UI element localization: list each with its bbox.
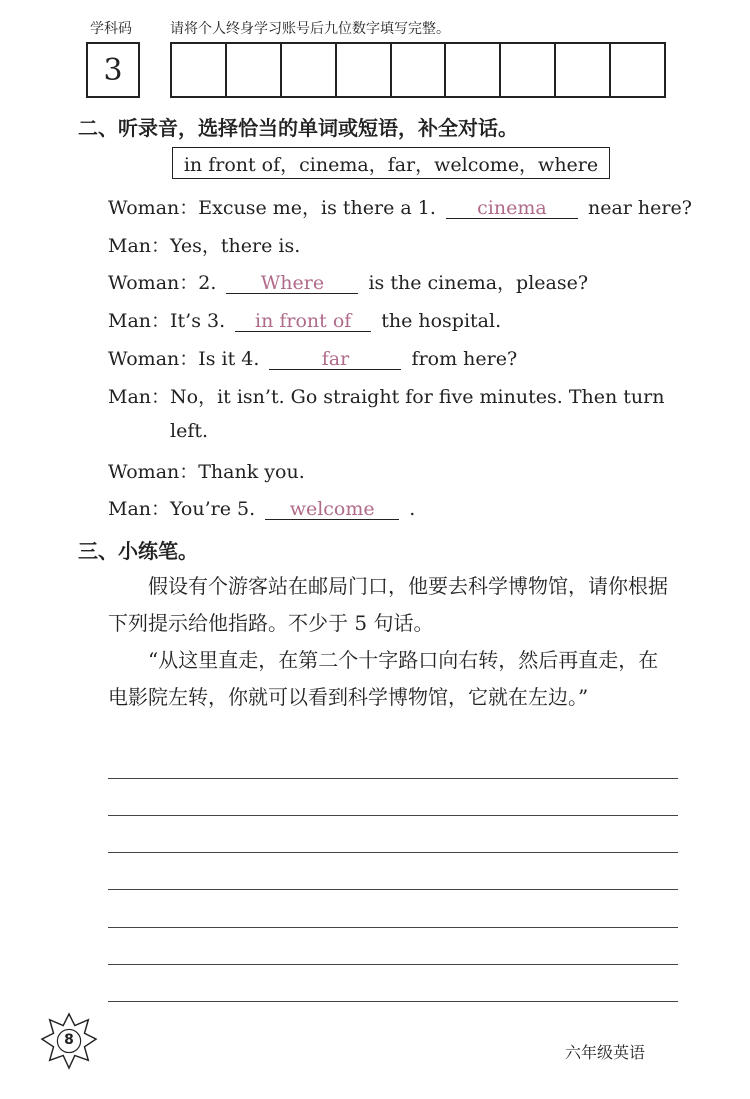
section-3-heading: 三、小练笔。 [78, 539, 198, 563]
dialogue-line-2 [108, 231, 300, 258]
dialogue-line-1 [108, 193, 692, 220]
answer-blank-3[interactable]: in front of [235, 311, 371, 332]
dialogue-line-5 [108, 344, 517, 371]
line-text: left. [170, 420, 209, 442]
writing-line-7[interactable] [108, 1001, 678, 1002]
line-text: Woman：Thank you. [108, 461, 305, 483]
word-bank: in front of，cinema，far，welcome，where [172, 147, 610, 179]
line-text: Woman：Is it 4. [108, 348, 260, 370]
answer-blank-5[interactable]: welcome [265, 499, 399, 520]
writing-line-4[interactable] [108, 889, 678, 890]
line-text: Man：It’s 3. [108, 310, 226, 332]
line-text: Man：You’re 5. [108, 498, 256, 520]
subject-code-label: 学科码 [90, 21, 132, 37]
line-text: . [409, 498, 416, 520]
digit-cell-4[interactable] [337, 44, 392, 96]
footer-grade-subject: 六年级英语 [565, 1043, 646, 1062]
answer-blank-4[interactable]: far [269, 349, 401, 370]
line-text: the hospital. [381, 310, 502, 332]
directions-quote: “从这里直走，在第二个十字路口向右转，然后再直走，在电影院左转，你就可以看到科学博物馆，它就在左边。” [108, 648, 659, 709]
line-text: is the cinema，please? [368, 272, 589, 294]
line-text: Woman：Excuse me，is there a 1. [108, 197, 436, 219]
digit-cell-7[interactable] [501, 44, 556, 96]
section-2-heading: 二、听录音，选择恰当的单词或短语，补全对话。 [78, 116, 518, 140]
account-instruction: 请将个人终身学习账号后九位数字填写完整。 [170, 21, 450, 37]
digit-cell-2[interactable] [227, 44, 282, 96]
page-number: 8 [64, 1032, 74, 1048]
answer-blank-2[interactable]: Where [226, 273, 358, 294]
subject-code-box: 3 [86, 42, 140, 98]
line-text: near here? [587, 197, 692, 219]
account-digit-boxes[interactable] [170, 42, 666, 98]
writing-line-3[interactable] [108, 852, 678, 853]
line-text: Woman：2. [108, 272, 217, 294]
writing-prompt: 假设有个游客站在邮局门口，他要去科学博物馆，请你根据下列提示给他指路。不少于 5 句话。 [108, 574, 668, 635]
digit-cell-6[interactable] [446, 44, 501, 96]
answer-blank-1[interactable]: cinema [446, 198, 578, 219]
writing-line-5[interactable] [108, 927, 678, 928]
writing-line-1[interactable] [108, 778, 678, 779]
dialogue-line-3 [108, 268, 588, 295]
digit-cell-1[interactable] [172, 44, 227, 96]
dialogue-line-8 [108, 457, 305, 484]
dialogue-line-9 [108, 494, 415, 521]
dialogue-line-4 [108, 306, 501, 333]
writing-line-6[interactable] [108, 964, 678, 965]
digit-cell-3[interactable] [282, 44, 337, 96]
line-text: from here? [411, 348, 518, 370]
dialogue-line-6 [108, 382, 664, 409]
digit-cell-8[interactable] [556, 44, 611, 96]
digit-cell-9[interactable] [611, 44, 664, 96]
line-text: Man：Yes，there is. [108, 235, 301, 257]
digit-cell-5[interactable] [392, 44, 447, 96]
line-text: Man：No，it isn’t. Go straight for five minutes. Then turn [108, 386, 665, 408]
writing-line-2[interactable] [108, 815, 678, 816]
dialogue-line-7 [170, 420, 208, 442]
